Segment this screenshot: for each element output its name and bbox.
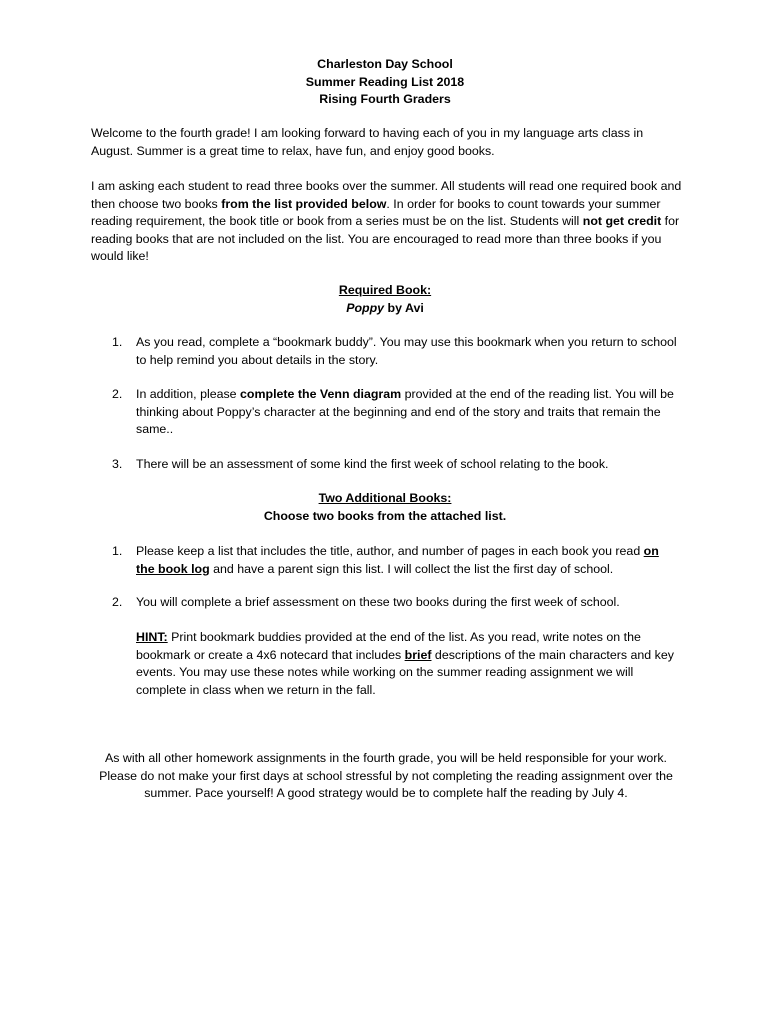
list-item-text: As you read, complete a “bookmark buddy”. You may use this bookmark when you return to school to help remind you about details in the story. — [136, 335, 677, 367]
list-item-text-part: In addition, please — [136, 387, 241, 401]
list-item — [112, 594, 680, 612]
hint-label: HINT: — [136, 630, 168, 644]
list-item — [112, 334, 680, 369]
list-item-number: 1. — [112, 544, 123, 558]
additional-books-subheading: Choose two books from the attached list. — [263, 508, 507, 523]
required-book-heading: Required Book: — [338, 283, 432, 297]
school-name: Charleston Day School — [317, 57, 453, 71]
required-book-section-heading — [0, 282, 770, 317]
intro-p2-text: for reading books that are not included on the list. You are encouraged to read more than three books if you would like! — [91, 214, 680, 264]
intro-paragraph-2 — [91, 178, 683, 266]
hint-text: descriptions of the main characters and key events. You may use these notes while working on the summer reading assignment we will complete in class when we return in the fall. — [136, 647, 674, 697]
list-item-text — [136, 543, 680, 578]
list-item — [112, 386, 680, 439]
list-item-number: 3. — [112, 457, 123, 471]
list-item — [112, 543, 680, 578]
list-item-number: 2. — [112, 387, 123, 401]
required-book-author: by Avi — [384, 300, 424, 315]
list-item-text-part: and have a parent sign this list. I will collect the list the first day of school. — [209, 561, 614, 576]
list-item-text-part: Please keep a list that includes the title, author, and number of pages in each book you read — [136, 544, 644, 558]
hint-text: Print bookmark buddies provided at the end of the list. As you read, write notes on the bookmark or create a 4x6 notecard that includes — [136, 630, 641, 662]
additional-books-heading: Two Additional Books: — [318, 491, 452, 505]
list-item — [112, 456, 680, 474]
intro-paragraph-1: Welcome to the fourth grade! I am looking forward to having each of you in my language arts class in August. Summer is a great time to relax, have fun, and enjoy good books. — [91, 126, 644, 158]
list-item-text — [136, 386, 680, 439]
list-item-text-part: provided at the end of the reading list. You will be thinking about Poppy’s character at the beginning and end of the story and traits that remain the same.. — [136, 387, 674, 437]
list-title: Summer Reading List 2018 — [305, 74, 465, 89]
additional-books-section-heading — [0, 490, 770, 525]
intro-p2-text: I am asking each student to read three books over the summer. All students will read one required book and then choose two books — [91, 179, 682, 211]
intro-p2-bold-no-credit: not get credit — [582, 214, 662, 229]
grade-title: Rising Fourth Graders — [319, 92, 451, 107]
required-book-title: Poppy — [346, 300, 385, 315]
intro-p2-text: . In order for books to count towards your summer reading requirement, the book title or book from a series must be on the list. Students will — [91, 196, 661, 229]
document-header — [0, 56, 770, 109]
list-item-number: 2. — [112, 595, 123, 609]
book-log-emphasis: on the book log — [136, 544, 659, 576]
brief-emphasis: brief — [404, 647, 432, 662]
list-item-text: You will complete a brief assessment on these two books during the first week of school. — [136, 595, 620, 609]
venn-diagram-emphasis: complete the Venn diagram — [240, 387, 402, 401]
intro-p2-bold-list: from the list provided below — [221, 196, 387, 211]
closing-paragraph: As with all other homework assignments in the fourth grade, you will be held responsible for your work. Please do not make your first days at school stressful by not completing the reading assignment over the summer. Pace yourself! A good strategy would be to complete half the reading by July 4. — [99, 751, 673, 801]
hint-paragraph — [112, 629, 680, 699]
list-item-text: There will be an assessment of some kind the first week of school relating to the book. — [136, 457, 609, 471]
list-item-number: 1. — [112, 335, 123, 349]
